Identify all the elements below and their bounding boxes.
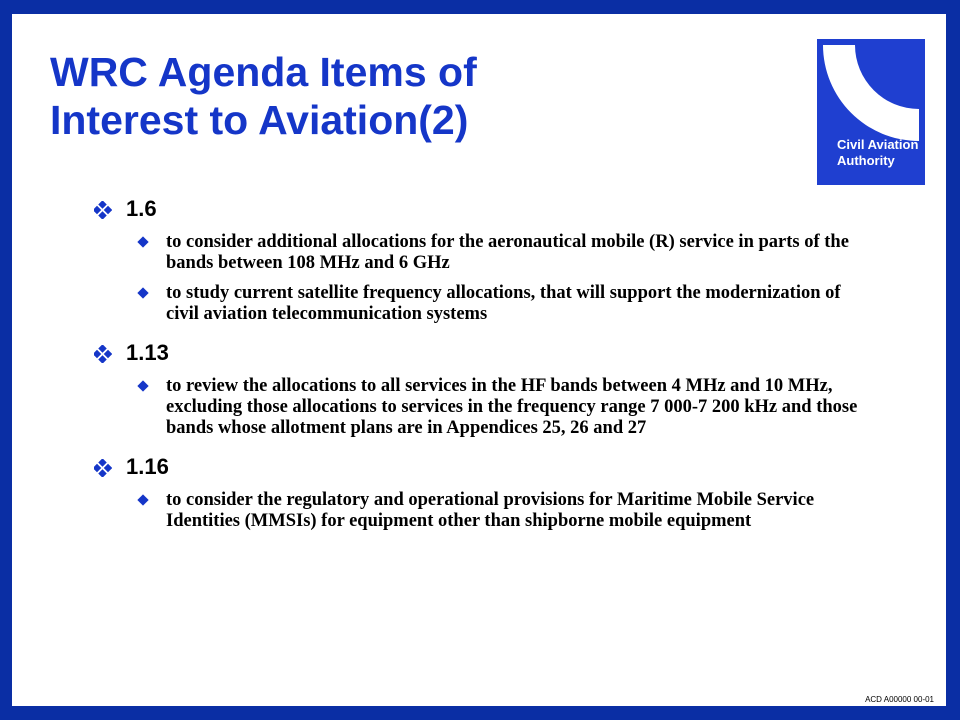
agenda-point-text: to consider additional allocations for the aeronautical mobile (R) service in parts of the bands between 108 MHz and 6 GHz (166, 232, 849, 273)
diamond-bullet-icon (94, 459, 112, 477)
slide-footer-code: ACD A00000 00-01 (865, 695, 934, 704)
agenda-point-text: to study current satellite frequency allocations, that will support the modernization of civil aviation telecommunication systems (166, 283, 841, 324)
agenda-point-text: to review the allocations to all services in the HF bands between 4 MHz and 10 MHz, excluding those allocations to services in the frequency range 7 000-7 200 kHz and those bands whose allotment plans are in Appendices 25, 26 and 27 (166, 376, 858, 438)
square-bullet-icon (137, 287, 148, 298)
agenda-list (92, 196, 872, 541)
title-line-2: Interest to Aviation(2) (50, 97, 469, 143)
logo-text (837, 137, 918, 169)
square-bullet-icon (137, 380, 148, 391)
agenda-point (92, 232, 872, 274)
logo-line-2: Authority (837, 153, 895, 168)
slide-title (50, 48, 477, 144)
agenda-item (92, 196, 872, 325)
agenda-point (92, 376, 872, 439)
logo-line-1: Civil Aviation (837, 137, 919, 152)
agenda-item (92, 340, 872, 439)
agenda-item-header (92, 196, 872, 222)
agenda-item-header (92, 340, 872, 366)
agenda-point-text: to consider the regulatory and operational provisions for Maritime Mobile Service Identities (MMSIs) for equipment other than shipborne mobile equipment (166, 490, 815, 531)
square-bullet-icon (137, 494, 148, 505)
agenda-item-header (92, 454, 872, 480)
agenda-point (92, 490, 872, 532)
diamond-bullet-icon (94, 345, 112, 363)
agenda-item (92, 454, 872, 532)
diamond-bullet-icon (94, 201, 112, 219)
agenda-point (92, 283, 872, 325)
agenda-item-number: 1.13 (126, 340, 169, 365)
agenda-item-number: 1.16 (126, 454, 169, 479)
agenda-item-number: 1.6 (126, 196, 157, 221)
slide (12, 14, 946, 706)
square-bullet-icon (137, 236, 148, 247)
caa-logo (817, 39, 925, 185)
title-line-1: WRC Agenda Items of (50, 49, 477, 95)
